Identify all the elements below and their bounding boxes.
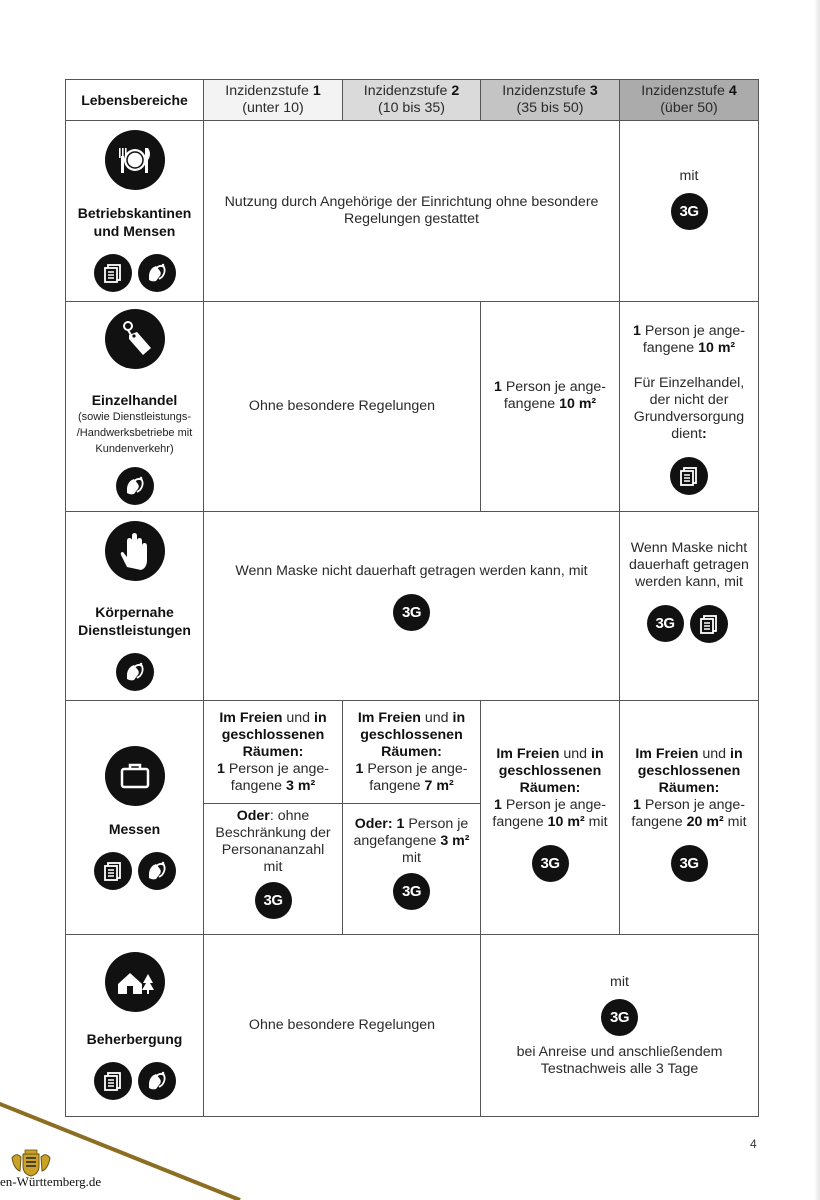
category-messen xyxy=(66,701,204,935)
einzelhandel-level-4: 1 Person je ange- fangene 10 m² Für Einzelhandel, der nicht der Grundversorgung dient: xyxy=(620,302,759,512)
beherbergung-level-3-4: mit 3G bei Anreise und anschließendem Testnachweis alle 3 Tage xyxy=(481,935,759,1117)
header-lebensbereiche: Lebensbereiche xyxy=(66,80,204,121)
footer-website: en-Württemberg.de xyxy=(0,1174,102,1189)
price-tag-icon xyxy=(105,309,165,369)
row-beherbergung xyxy=(66,935,759,1117)
koerpernah-level-1-3: Wenn Maske nicht dauerhaft getragen werden kann, mit 3G xyxy=(204,512,620,701)
document-icon xyxy=(690,605,728,643)
einzelhandel-level-1-2: Ohne besondere Regelungen xyxy=(204,302,481,512)
hand-wash-icon xyxy=(116,653,154,691)
document-icon xyxy=(94,254,132,292)
row-koerpernah xyxy=(66,512,759,701)
einzelhandel-label: Einzelhandel xyxy=(91,391,178,408)
hand-wash-icon xyxy=(138,254,176,292)
plate-cutlery-icon xyxy=(105,130,165,190)
messen-level-1-area: Im Freien und in geschlossenen Räumen: 1 Person je ange- fangene 3 m² xyxy=(204,701,343,804)
einzelhandel-sublabel: (sowie Dienstleistungs- /Handwerksbetriebe mit Kundenverkehr) xyxy=(76,410,193,455)
messen-level-2-alt: Oder: 1 Person je angefangene 3 m² mit 3G xyxy=(343,804,481,935)
3g-badge: 3G xyxy=(671,845,708,882)
beherbergung-level-1-2: Ohne besondere Regelungen xyxy=(204,935,481,1117)
koerpernah-label: Körpernahe Dienstleistungen xyxy=(78,604,191,638)
koerpernah-level-4: Wenn Maske nicht dauerhaft getragen werden kann, mit 3G xyxy=(620,512,759,701)
category-koerpernah xyxy=(66,512,204,701)
header-level-4: Inzidenzstufe 4 (über 50) xyxy=(620,80,759,121)
kantinen-label: Betriebskantinen und Mensen xyxy=(77,205,192,239)
category-einzelhandel xyxy=(66,302,204,512)
messen-level-2-area: Im Freien und in geschlossenen Räumen: 1 Person je ange- fangene 7 m² xyxy=(343,701,481,804)
messen-label: Messen xyxy=(108,820,161,837)
3g-badge: 3G xyxy=(647,605,684,642)
einzelhandel-level-3: 1 Person je ange- fangene 10 m² xyxy=(481,302,620,512)
3g-badge: 3G xyxy=(393,873,430,910)
category-beherbergung xyxy=(66,935,204,1117)
row-einzelhandel xyxy=(66,302,759,512)
header-level-3: Inzidenzstufe 3 (35 bis 50) xyxy=(481,80,620,121)
row-kantinen xyxy=(66,121,759,302)
3g-badge: 3G xyxy=(393,594,430,631)
3g-badge: 3G xyxy=(601,999,638,1036)
document-icon xyxy=(670,457,708,495)
hand-wash-icon xyxy=(138,1062,176,1100)
hand-wash-icon xyxy=(116,467,154,505)
row-messen xyxy=(66,701,759,804)
document-icon xyxy=(94,1062,132,1100)
page-number: 4 xyxy=(750,1137,757,1151)
rules-table xyxy=(65,79,759,1117)
document-icon xyxy=(94,852,132,890)
messen-level-4: Im Freien und in geschlossenen Räumen: 1 Person je ange- fangene 20 m² mit 3G xyxy=(620,701,759,935)
header-level-1: Inzidenzstufe 1 (unter 10) xyxy=(204,80,343,121)
beherbergung-label: Beherbergung xyxy=(86,1030,183,1047)
hand-wash-icon xyxy=(138,852,176,890)
header-row xyxy=(66,80,759,121)
briefcase-icon xyxy=(105,746,165,806)
3g-badge: 3G xyxy=(671,193,708,230)
messen-level-1-alt: Oder: ohne Beschränkung der Personananzahl mit 3G xyxy=(204,804,343,935)
category-kantinen xyxy=(66,121,204,302)
3g-badge: 3G xyxy=(255,882,292,919)
hand-icon xyxy=(105,521,165,581)
kantinen-level-1-3: Nutzung durch Angehörige der Einrichtung ohne besondere Regelungen gestattet xyxy=(204,121,620,302)
page-edge xyxy=(814,0,820,1200)
3g-badge: 3G xyxy=(532,845,569,882)
house-tree-icon xyxy=(105,952,165,1012)
header-level-2: Inzidenzstufe 2 (10 bis 35) xyxy=(343,80,481,121)
kantinen-level-4: mit 3G xyxy=(620,121,759,302)
messen-level-3: Im Freien und in geschlossenen Räumen: 1 Person je ange- fangene 10 m² mit 3G xyxy=(481,701,620,935)
